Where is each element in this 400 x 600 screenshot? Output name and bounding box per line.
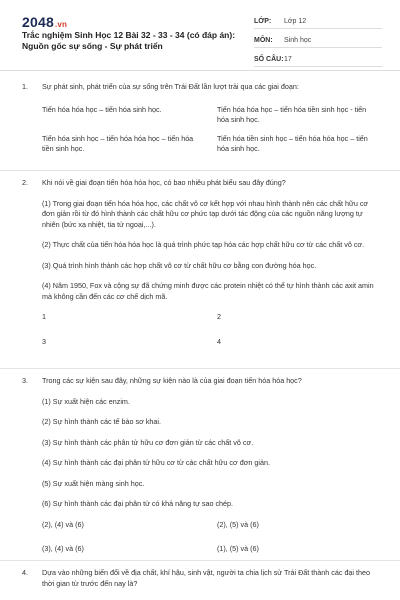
divider — [0, 170, 400, 171]
question-text: Trong các sự kiện sau đây, những sự kiện nào là của giai đoạn tiến hóa hóa học? — [42, 376, 302, 385]
question-3 — [22, 376, 378, 555]
meta-value: Sinh học — [284, 36, 312, 44]
answer-option[interactable]: Tiến hóa tiền sinh học – tiến hóa hóa học – tiến hóa sinh học. — [217, 133, 368, 153]
header — [0, 0, 400, 71]
answer-option[interactable]: (3), (4) và (6) — [42, 544, 84, 553]
answer-option[interactable]: Tiến hóa hóa học – tiến hóa tiền sinh học - tiến hóa sinh học. — [217, 104, 367, 124]
logo-text: 2048 — [22, 14, 54, 30]
answer-option[interactable]: (2), (4) và (6) — [42, 519, 84, 529]
meta-key: SỐ CÂU: — [254, 55, 284, 63]
question-number: 4. — [22, 568, 28, 577]
statement: (2) Sự hình thành các tế bào sơ khai. — [42, 417, 162, 426]
statement: (4) Sự hình thành các đại phân tử hữu cơ từ các chất hữu cơ đơn giản. — [42, 458, 270, 467]
statement: (5) Sự xuất hiện màng sinh học. — [42, 478, 145, 488]
statement: (1) Sự xuất hiện các enzim. — [42, 396, 130, 406]
answer-option[interactable]: Tiến hóa hóa học – tiến hóa sinh học. — [42, 104, 162, 114]
meta-value: 17 — [284, 55, 292, 63]
question-4 — [22, 568, 378, 589]
question-2 — [22, 178, 378, 347]
statement: (1) Trong giai đoạn tiến hóa hóa học, các chất vô cơ kết hợp với nhau hình thành nên các chất hữu cơ đơn giản rồi từ đó hình thành các chất hữu cơ phức tạp dưới tác động của các nguồn năng lượng tự nhiên (bức xạ nhiệt, tia tử ngoại,...). — [42, 198, 369, 229]
statement: (4) Năm 1950, Fox và cộng sự đã chứng minh được các protein nhiệt có thể tự hình thành các axit amin mà không cần đến các cơ chế dịch mã. — [42, 281, 374, 301]
answer-option[interactable]: 4 — [217, 336, 221, 346]
question-number: 3. — [22, 376, 28, 385]
question-text: Sự phát sinh, phát triển của sự sống trên Trái Đất lần lượt trải qua các giai đoạn: — [42, 82, 299, 91]
question-number: 2. — [22, 178, 28, 187]
statement: (6) Sự hình thành các đại phân tử có khả năng tự sao chép. — [42, 499, 234, 508]
meta-table — [254, 14, 382, 71]
answer-option[interactable]: (2), (5) và (6) — [217, 519, 259, 529]
statement: (2) Thực chất của tiến hóa hóa học là quá trình phức tạp hóa các hợp chất hữu cơ từ các chất vô cơ. — [42, 240, 365, 249]
statement: (3) Sự hình thành các phân tử hữu cơ đơn giản từ các chất vô cơ. — [42, 437, 254, 447]
answer-option[interactable]: (1), (5) và (6) — [217, 544, 259, 553]
site-logo[interactable] — [22, 14, 67, 30]
answer-option[interactable]: 1 — [42, 312, 46, 321]
answer-option[interactable]: Tiến hóa sinh học – tiến hóa hóa học – tiến hóa tiền sinh học. — [42, 133, 194, 153]
question-text: Dựa vào những biến đổi về địa chất, khí hậu, sinh vật, người ta chia lịch sử Trái Đất thành các đại theo thời gian từ trước đến nay là? — [42, 568, 371, 588]
question-number: 1. — [22, 82, 28, 91]
meta-row-class — [254, 14, 382, 29]
meta-value: Lớp 12 — [284, 17, 307, 25]
statement: (3) Quá trình hình thành các hợp chất vô cơ từ chất hữu cơ bằng con đường hóa học. — [42, 260, 317, 270]
answer-option[interactable]: 3 — [42, 336, 46, 346]
meta-key: LỚP: — [254, 17, 272, 25]
meta-row-subject — [254, 33, 382, 48]
meta-row-count — [254, 52, 382, 67]
divider — [0, 368, 400, 369]
question-1 — [22, 82, 378, 155]
logo-suffix: .vn — [54, 20, 68, 29]
meta-key: MÔN: — [254, 36, 273, 44]
divider — [0, 560, 400, 561]
answer-option[interactable]: 2 — [217, 312, 221, 321]
question-text: Khi nói về giai đoạn tiến hóa hóa học, có bao nhiêu phát biểu sau đây đúng? — [42, 178, 286, 187]
page-title: Trắc nghiệm Sinh Học 12 Bài 32 - 33 - 34 (có đáp án): Nguồn gốc sự sống - Sự phát triển — [22, 30, 236, 51]
